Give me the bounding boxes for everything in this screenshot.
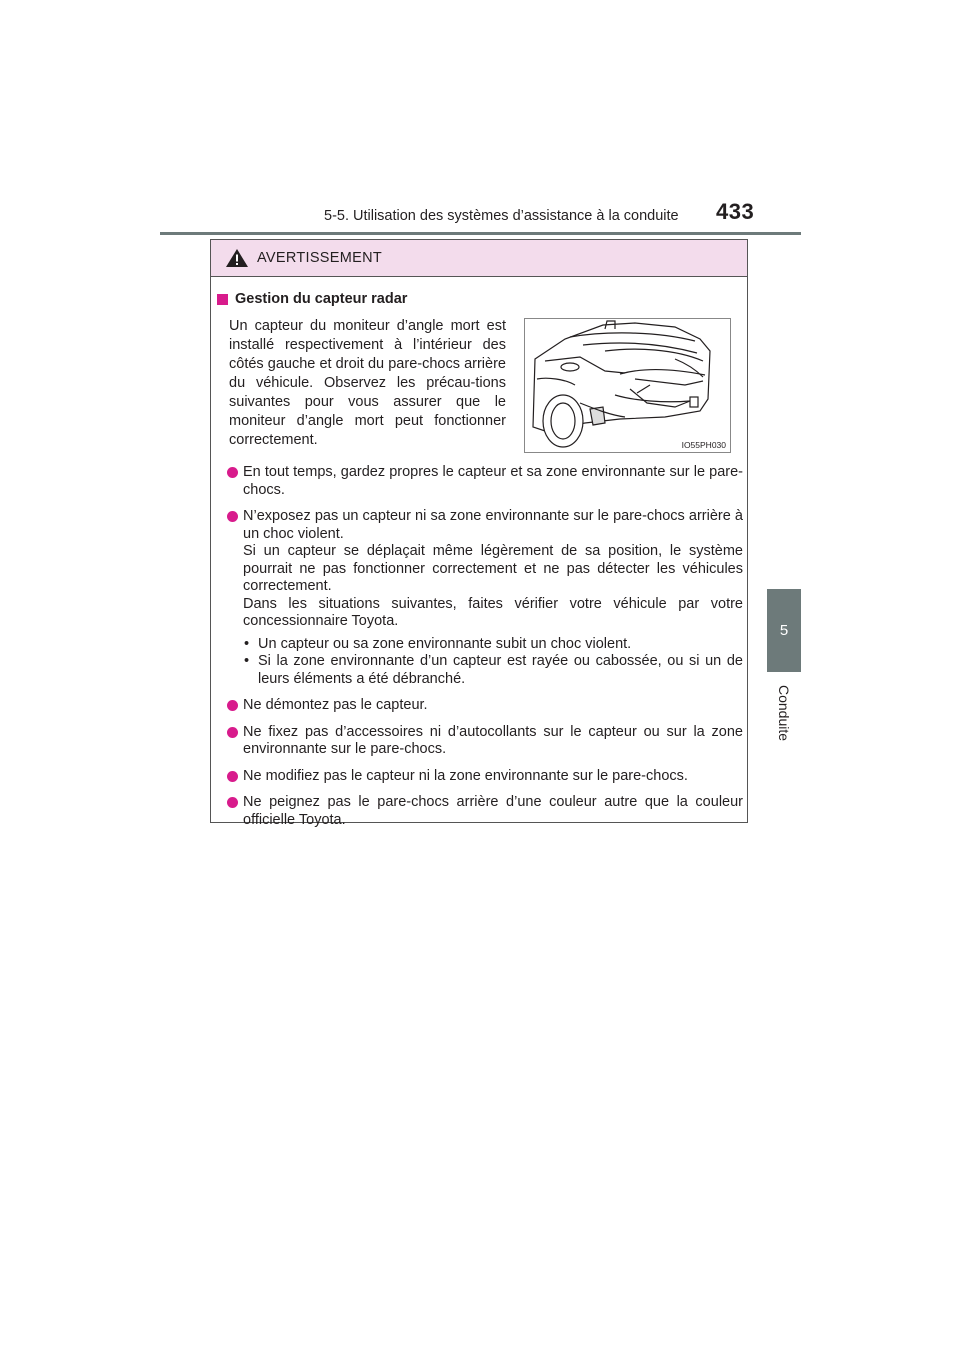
page-number: 433: [716, 199, 755, 224]
bullet-icon: [227, 700, 238, 711]
rear-car-illustration: [524, 318, 731, 453]
list-item-text: Ne peignez pas le pare-chocs arrière d’une couleur autre que la couleur officielle Toyota.: [243, 794, 743, 828]
warning-title: AVERTISSEMENT: [257, 250, 383, 266]
square-bullet-icon: [217, 294, 228, 305]
header-rule: [160, 232, 801, 235]
list-item-text: N’exposez pas un capteur ni sa zone environnante sur le pare-chocs arrière à un choc violent.: [243, 508, 743, 542]
list-item: [217, 768, 743, 786]
list-item: [217, 464, 743, 499]
list-item: [217, 724, 743, 759]
intro-paragraph: Un capteur du moniteur d’angle mort est installé respectivement à l’intérieur des côtés gauche et droit du pare-chocs arrière du véhicule. Observez les précau-tions suivantes pour vous assurer que le moniteur d’angle mort peut fonctionner correctement.: [229, 318, 506, 448]
list-item: [217, 508, 743, 688]
bullet-icon: [227, 467, 238, 478]
figure-code: IO55PH030: [681, 440, 726, 450]
list-item-detail: Si un capteur se déplaçait même légèrement de sa position, le système pourrait ne pas fonctionner correctement et ne pas détecter les véhicules correctement.: [243, 543, 743, 594]
sub-heading-text: Gestion du capteur radar: [235, 291, 408, 307]
warning-triangle-icon: [225, 248, 249, 268]
sub-list-item-text: Si la zone environnante d’un capteur est rayée ou cabossée, ou si un de leurs éléments a été débranché.: [258, 653, 743, 687]
list-item-detail: Dans les situations suivantes, faites vérifier votre véhicule par votre concessionnaire Toyota.: [243, 595, 743, 629]
list-item: [217, 794, 743, 829]
sub-list-item: [243, 636, 743, 654]
sub-list: [243, 636, 743, 689]
list-item: [217, 697, 743, 715]
chapter-label: Conduite: [776, 685, 792, 742]
list-item-text: Ne fixez pas d’accessoires ni d’autocollants sur le capteur ou sur la zone environnante sur le pare-chocs.: [243, 723, 743, 757]
warning-header: [211, 240, 747, 277]
bullet-icon: [227, 511, 238, 522]
bullet-icon: [227, 727, 238, 738]
section-title: 5-5. Utilisation des systèmes d’assistance à la conduite: [324, 208, 679, 224]
chapter-tab: [767, 589, 801, 672]
sub-heading: [217, 291, 407, 307]
sub-list-item: [243, 653, 743, 688]
list-item-text: En tout temps, gardez propres le capteur et sa zone environnante sur le pare-chocs.: [243, 464, 743, 498]
chapter-number: 5: [779, 622, 789, 639]
bullet-icon: [227, 797, 238, 808]
list-item-text: Ne modifiez pas le capteur ni la zone environnante sur le pare-chocs.: [243, 767, 688, 784]
warning-box: [210, 239, 748, 828]
car-rear-icon: [525, 319, 730, 452]
precaution-list: [217, 464, 743, 838]
dot-mark: •: [244, 653, 250, 669]
bullet-icon: [227, 771, 238, 782]
sub-list-item-text: Un capteur ou sa zone environnante subit un choc violent.: [258, 635, 632, 652]
dot-mark: •: [244, 635, 250, 652]
list-item-text: Ne démontez pas le capteur.: [243, 697, 428, 713]
